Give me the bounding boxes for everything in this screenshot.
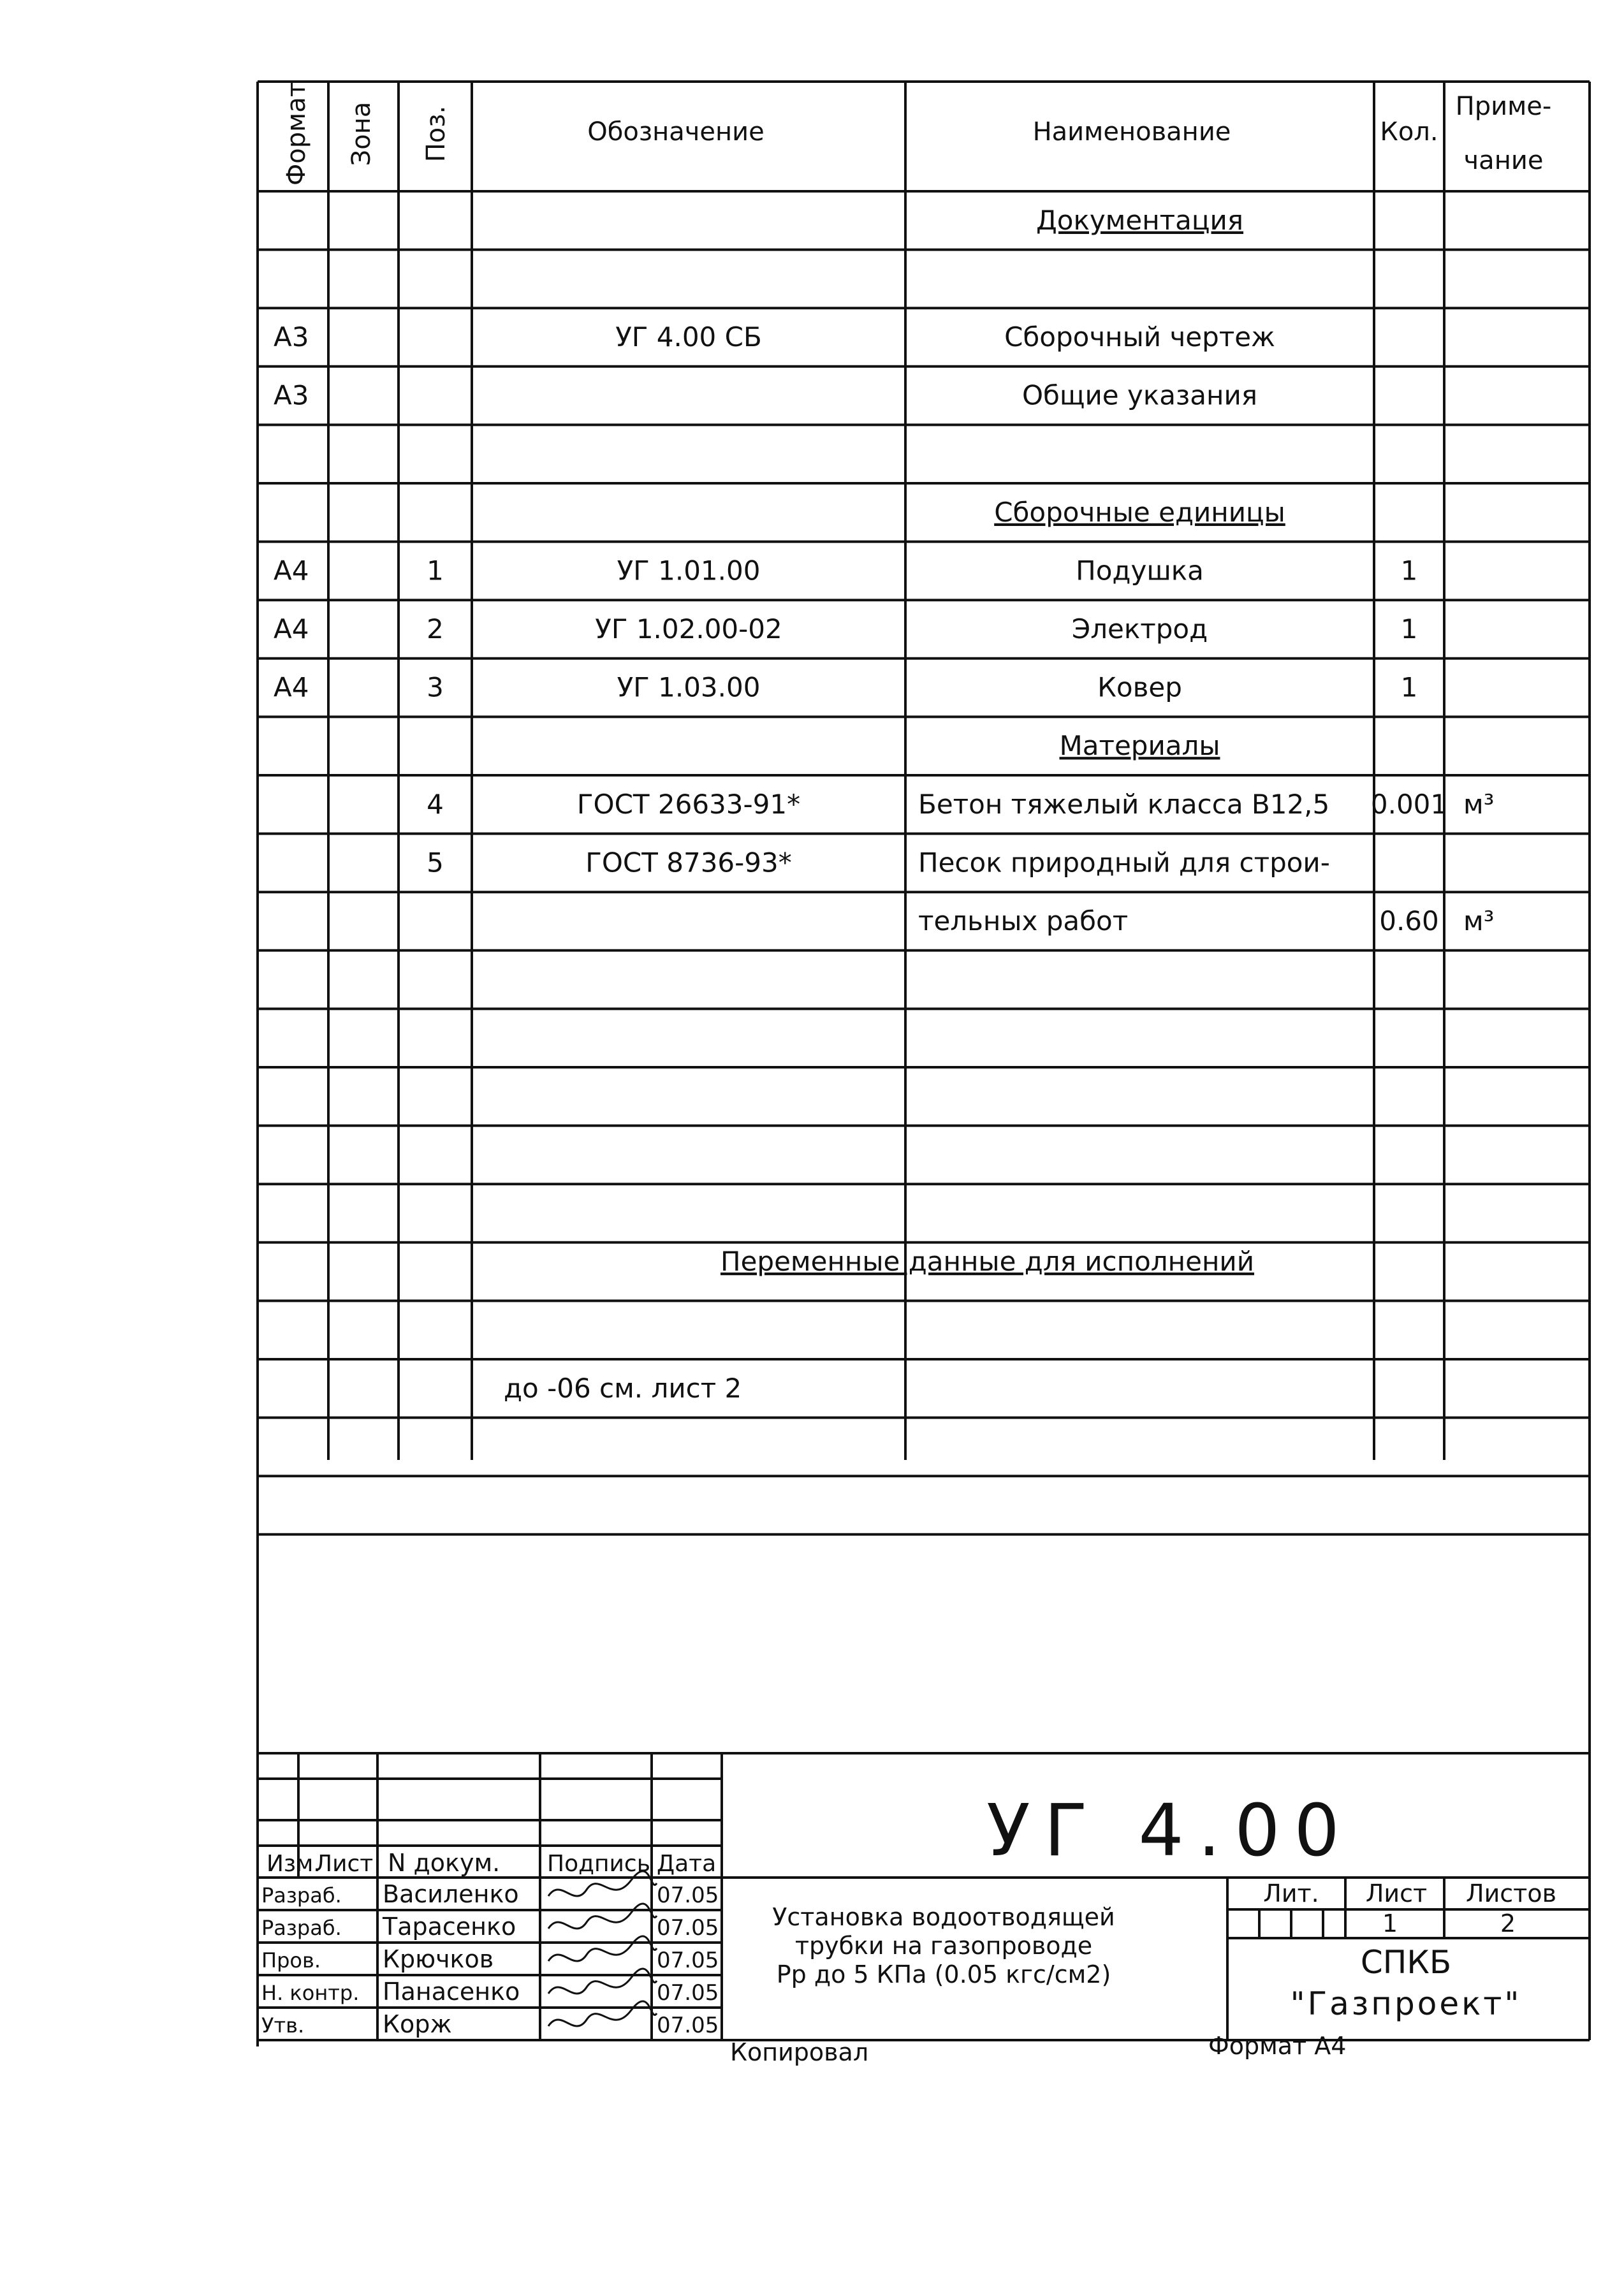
sheet-label: Лист <box>1365 1879 1428 1908</box>
cell-format: А4 <box>274 555 309 587</box>
cell-qty: 1 <box>1400 555 1418 587</box>
org-line2: "Газпроект" <box>1290 1985 1522 2022</box>
cell-name: Бетон тяжелый класса В12,5 <box>918 788 1330 820</box>
cell-name: Ковер <box>1097 671 1182 703</box>
cell-note: м³ <box>1463 788 1495 820</box>
approval-date: 07.05 <box>657 1883 719 1908</box>
header-format: Формат <box>282 82 311 186</box>
variable-data-label: Переменные данные для исполнений <box>721 1246 1255 1277</box>
approval-date: 07.05 <box>657 1948 719 1973</box>
description-line2: трубки на газопроводе <box>794 1932 1093 1960</box>
approval-name: Корж <box>383 2010 452 2038</box>
header-zone: Зона <box>347 101 376 166</box>
approval-date: 07.05 <box>657 2013 719 2038</box>
cell-qty: 0.60 <box>1379 905 1439 937</box>
col-header-sheet: Лист <box>315 1851 374 1877</box>
approval-name: Василенко <box>383 1880 519 1908</box>
cell-name: тельных работ <box>918 905 1129 937</box>
description-line3: Рр до 5 КПа (0.05 кгс/см2) <box>776 1960 1111 1988</box>
header-name: Наименование <box>1032 117 1231 147</box>
approval-name: Тарасенко <box>383 1913 516 1941</box>
cell-pos: 4 <box>427 788 444 820</box>
cell-format: А4 <box>274 613 309 645</box>
approval-role: Утв. <box>261 2013 305 2038</box>
cell-name: Документация <box>1035 204 1244 236</box>
approval-name: Крючков <box>383 1945 494 1973</box>
cell-designation: УГ 1.03.00 <box>617 671 761 703</box>
cell-name: Песок природный для строи- <box>918 847 1330 879</box>
header-qty: Кол. <box>1380 117 1438 147</box>
cell-pos: 3 <box>427 671 444 703</box>
table-row <box>1036 205 1243 236</box>
cell-designation: УГ 1.01.00 <box>617 555 761 587</box>
approval-name: Панасенко <box>383 1978 520 2006</box>
col-header-signature: Подпись <box>547 1851 650 1877</box>
cell-pos: 5 <box>427 847 444 879</box>
doc-code: УГ 4.00 <box>986 1790 1354 1872</box>
cell-format: А3 <box>274 379 309 411</box>
col-header-date: Дата <box>657 1851 717 1877</box>
approval-role: Разраб. <box>261 1916 342 1940</box>
footer-format: Формат А4 <box>1208 2032 1347 2060</box>
cell-pos: 2 <box>427 613 444 645</box>
lit-label: Лит. <box>1263 1879 1319 1908</box>
cell-note: м³ <box>1463 905 1495 937</box>
cell-name: Материалы <box>1059 730 1220 762</box>
cell-name: Сборочные единицы <box>994 496 1285 528</box>
cell-name: Электрод <box>1071 613 1208 645</box>
cell-designation: ГОСТ 8736-93* <box>585 847 792 879</box>
cell-designation: УГ 4.00 СБ <box>615 321 762 353</box>
cell-designation: ГОСТ 26633-91* <box>576 788 801 820</box>
cell-pos: 1 <box>427 555 444 587</box>
cell-qty: 1 <box>1400 671 1418 703</box>
approval-role: Разраб. <box>261 1883 342 1908</box>
approval-date: 07.05 <box>657 1980 719 2006</box>
cell-format: А4 <box>274 671 309 703</box>
cell-name: Общие указания <box>1021 379 1258 411</box>
sheets-value: 2 <box>1500 1909 1516 1937</box>
cell-designation: УГ 1.02.00-02 <box>595 613 782 645</box>
table-row <box>1060 730 1220 761</box>
col-header-doc-no: N докум. <box>388 1849 501 1877</box>
org-line1: СПКБ <box>1360 1944 1452 1981</box>
approval-role: Пров. <box>261 1948 321 1973</box>
cell-qty: 1 <box>1400 613 1418 645</box>
cell-qty: 0.001 <box>1370 788 1448 820</box>
header-note-line1: Приме- <box>1455 92 1552 121</box>
table-row <box>504 1373 742 1404</box>
description-line1: Установка водоотводящей <box>772 1903 1115 1931</box>
header-pos: Поз. <box>421 105 451 163</box>
col-header-change: Изм. <box>267 1851 321 1877</box>
approval-role: Н. контр. <box>261 1981 360 2005</box>
footer-copied: Копировал <box>730 2038 869 2066</box>
table-row <box>994 497 1285 528</box>
cell-name: Подушка <box>1076 555 1204 587</box>
cell-name: Сборочный чертеж <box>1004 321 1275 353</box>
sheet-value: 1 <box>1382 1909 1398 1937</box>
cell-format: А3 <box>274 321 309 353</box>
approval-date: 07.05 <box>657 1915 719 1941</box>
header-designation: Обозначение <box>587 117 764 147</box>
header-note-line2: чание <box>1463 146 1544 175</box>
sheets-label: Листов <box>1466 1879 1556 1908</box>
cell-designation: до -06 см. лист 2 <box>504 1372 742 1404</box>
